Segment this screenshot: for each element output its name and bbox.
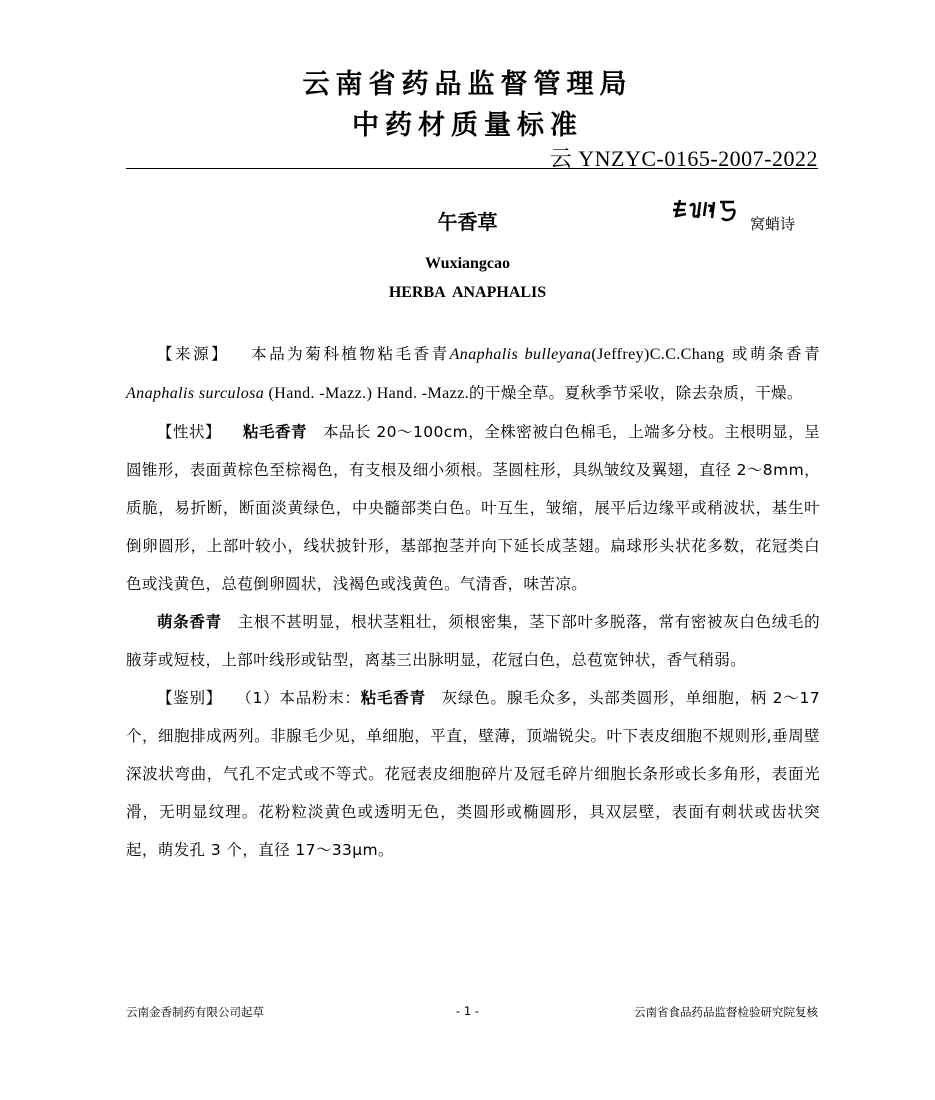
herb-name-latin: HERBA ANAPHALIS bbox=[388, 284, 547, 301]
herb-name-cn: 午香草 bbox=[437, 210, 498, 234]
footer-reviewer: 云南省食品药品监督检验研究院复核 bbox=[634, 1005, 818, 1019]
characters-paragraph bbox=[126, 413, 820, 603]
source-latin-1: Anaphalis bulleyana bbox=[449, 346, 592, 363]
source-text-1: 本品为菊科植物粘毛香青 bbox=[251, 345, 450, 363]
characters-paragraph-2 bbox=[126, 603, 820, 679]
footer-drafter: 云南金香制药有限公司起草 bbox=[126, 1005, 264, 1019]
identification-paragraph bbox=[126, 679, 820, 869]
source-text-3: 或萌条香青 bbox=[724, 345, 820, 363]
source-latin-2: Anaphalis surculosa bbox=[126, 385, 265, 402]
header-rule bbox=[126, 168, 818, 169]
identification-subhead: 粘毛香青 bbox=[360, 689, 426, 707]
source-text-4: (Hand. -Mazz.) Hand. -Mazz. bbox=[264, 385, 470, 402]
identification-text: 灰绿色。腺毛众多，头部类圆形，单细胞，柄 2～17 个，细胞排成两列。非腺毛少见，单细胞，平直，壁薄，顶端锐尖。叶下表皮细胞不规则形,垂周壁深波状弯曲，气孔不定式或不等式。花冠表皮细胞碎片及冠毛碎片细胞长条形或长多角形，表面光滑，无明显纹理。花粉粒淡黄色或透明无色，类圆形或椭圆形，具双层壁，表面有刺状或齿状突起，萌发孔 3 个，直径 17～33μm。 bbox=[126, 689, 821, 859]
handwritten-signature bbox=[670, 196, 744, 226]
standard-title: 中药材质量标准 bbox=[352, 110, 583, 141]
characters-subhead-1: 粘毛香青 bbox=[242, 423, 307, 441]
standard-code: 云 YNZYC-0165-2007-2022 bbox=[549, 146, 818, 171]
characters-label: 【性状】 bbox=[157, 423, 221, 441]
source-text-5: 的干燥全草。夏秋季节采收，除去杂质，干燥。 bbox=[469, 384, 803, 402]
source-paragraph bbox=[126, 335, 820, 413]
identification-number: （1）本品粉末： bbox=[244, 689, 361, 707]
agency-title: 云南省药品监督管理局 bbox=[302, 69, 633, 100]
herb-name-pinyin: Wuxiangcao bbox=[424, 255, 511, 272]
source-label: 【来源】 bbox=[157, 345, 230, 363]
identification-label: 【鉴别】 bbox=[157, 689, 223, 707]
characters-text-2: 主根不甚明显，根状茎粗壮，须根密集，茎下部叶多脱落，常有密被灰白色绒毛的腋芽或短枝，上部叶线形或钻型，离基三出脉明显，花冠白色，总苞宽钟状，香气稍弱。 bbox=[126, 613, 820, 669]
characters-text-1: 本品长 20～100cm，全株密被白色棉毛，上端多分枝。主根明显，呈圆锥形，表面黄棕色至棕褐色，有支根及细小须根。茎圆柱形，具纵皱纹及翼翅，直径 2～8mm，质脆，易折断，断面淡黄绿色，中央髓部类白色。叶互生，皱缩，展平后边缘平或稍波状，基生叶倒卵圆形，上部叶较小，线状披针形，基部抱茎并向下延长成茎翅。扁球形头状花多数，花冠类白色或浅黄色，总苞倒卵圆状，浅褐色或浅黄色。气清香，味苦凉。 bbox=[126, 423, 820, 593]
source-text-2: (Jeffrey)C.C.Chang bbox=[591, 346, 725, 363]
monograph-body bbox=[126, 335, 820, 869]
characters-subhead-2: 萌条香青 bbox=[157, 613, 222, 631]
reviewer-name: 窝蛸诗 bbox=[750, 215, 796, 233]
page-number: - 1 - bbox=[456, 1004, 479, 1018]
